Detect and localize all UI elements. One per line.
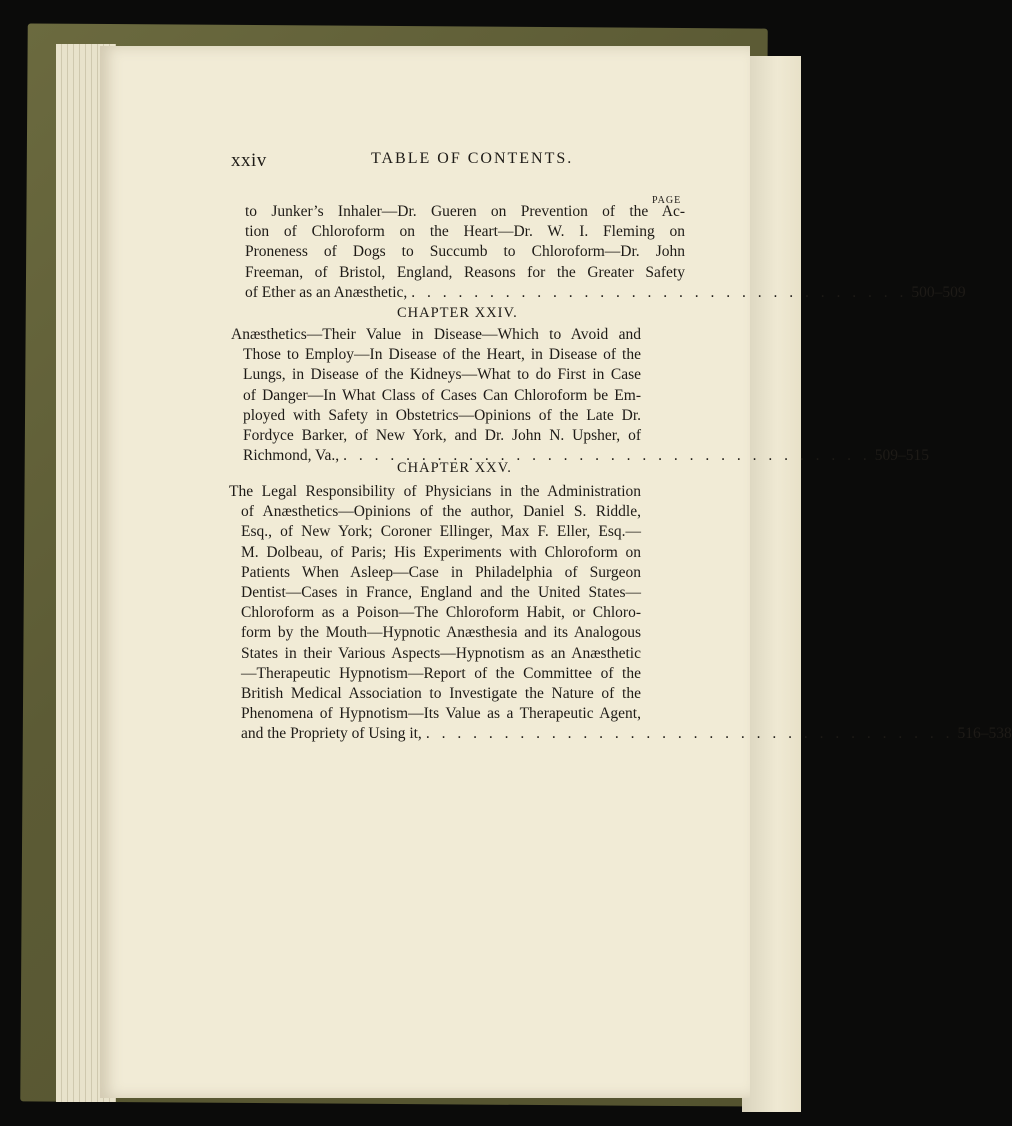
dot-leader: . . . . . . . . . . . . . . . . . . . . . . . . . . . . . . . . bbox=[411, 283, 908, 301]
page-range: 509–515 bbox=[874, 447, 930, 465]
entry-line: Esq., of New York; Coroner Ellinger, Max F. Eller, Esq.— bbox=[241, 523, 641, 541]
entry-line: Fordyce Barker, of New York, and Dr. John N. Upsher, of bbox=[243, 427, 641, 445]
entry-line: ployed with Safety in Obstetrics—Opinions of the Late Dr. bbox=[243, 406, 641, 424]
running-title: TABLE OF CONTENTS. bbox=[371, 150, 574, 167]
page-number: xxiv bbox=[231, 150, 267, 171]
entry-line: Patients When Asleep—Case in Philadelphia of Surgeon bbox=[241, 563, 641, 581]
dot-leader: . . . . . . . . . . . . . . . . . . . . . . . . . . . . . . . . . . bbox=[343, 447, 871, 465]
entry-line: Anæsthetics—Their Value in Disease—Which to Avoid and bbox=[231, 326, 641, 343]
entry-line: tion of Chloroform on the Heart—Dr. W. I. Fleming on bbox=[245, 223, 685, 241]
page-range: 500–509 bbox=[911, 283, 966, 301]
toc-entry-continuation bbox=[245, 202, 966, 303]
chapter-heading-xxv: CHAPTER XXV. bbox=[397, 460, 512, 476]
entry-line: Chloroform as a Poison—The Chloroform Habit, or Chloro- bbox=[241, 604, 641, 622]
page-column-label: PAGE bbox=[652, 195, 682, 206]
entry-last-line-text: and the Propriety of Using it, bbox=[241, 725, 422, 743]
entry-line: —Therapeutic Hypnotism—Report of the Committee of the bbox=[241, 664, 641, 682]
entry-line: Those to Employ—In Disease of the Heart, in Disease of the bbox=[243, 346, 641, 364]
entry-last-line bbox=[245, 283, 966, 303]
page-range: 516–538 bbox=[957, 725, 1012, 743]
entry-last-line-text: of Ether as an Anæsthetic, bbox=[245, 283, 408, 301]
dot-leader: . . . . . . . . . . . . . . . . . . . . . . . . . . . . . . . . . . bbox=[425, 725, 954, 743]
entry-line: Phenomena of Hypnotism—Its Value as a Therapeutic Agent, bbox=[241, 705, 641, 723]
entry-line: Freeman, of Bristol, England, Reasons for the Greater Safety bbox=[245, 263, 685, 281]
entry-line: British Medical Association to Investigate the Nature of the bbox=[241, 685, 641, 703]
entry-line: of Anæsthetics—Opinions of the author, Daniel S. Riddle, bbox=[241, 503, 641, 521]
entry-line: States in their Various Aspects—Hypnotism as an Anæsthetic bbox=[241, 644, 641, 662]
entry-line: form by the Mouth—Hypnotic Anæsthesia and its Analogous bbox=[241, 624, 641, 642]
entry-line: Dentist—Cases in France, England and the United States— bbox=[241, 584, 641, 602]
entry-last-line bbox=[229, 724, 1012, 744]
entry-last-line-text: Richmond, Va., bbox=[243, 447, 340, 465]
entry-line: Lungs, in Disease of the Kidneys—What to do First in Case bbox=[243, 366, 641, 384]
entry-line: to Junker’s Inhaler—Dr. Gueren on Prevention of the Ac- bbox=[245, 203, 685, 220]
entry-line: of Danger—In What Class of Cases Can Chloroform be Em- bbox=[243, 386, 641, 404]
entry-line: The Legal Responsibility of Physicians in the Administration bbox=[229, 483, 641, 500]
entry-line: M. Dolbeau, of Paris; His Experiments with Chloroform on bbox=[241, 543, 641, 561]
chapter-heading-xxiv: CHAPTER XXIV. bbox=[397, 305, 518, 321]
toc-entry-chapter-xxv bbox=[229, 482, 1012, 745]
toc-entry-chapter-xxiv bbox=[231, 325, 930, 466]
entry-line: Proneness of Dogs to Succumb to Chloroform—Dr. John bbox=[245, 243, 685, 261]
